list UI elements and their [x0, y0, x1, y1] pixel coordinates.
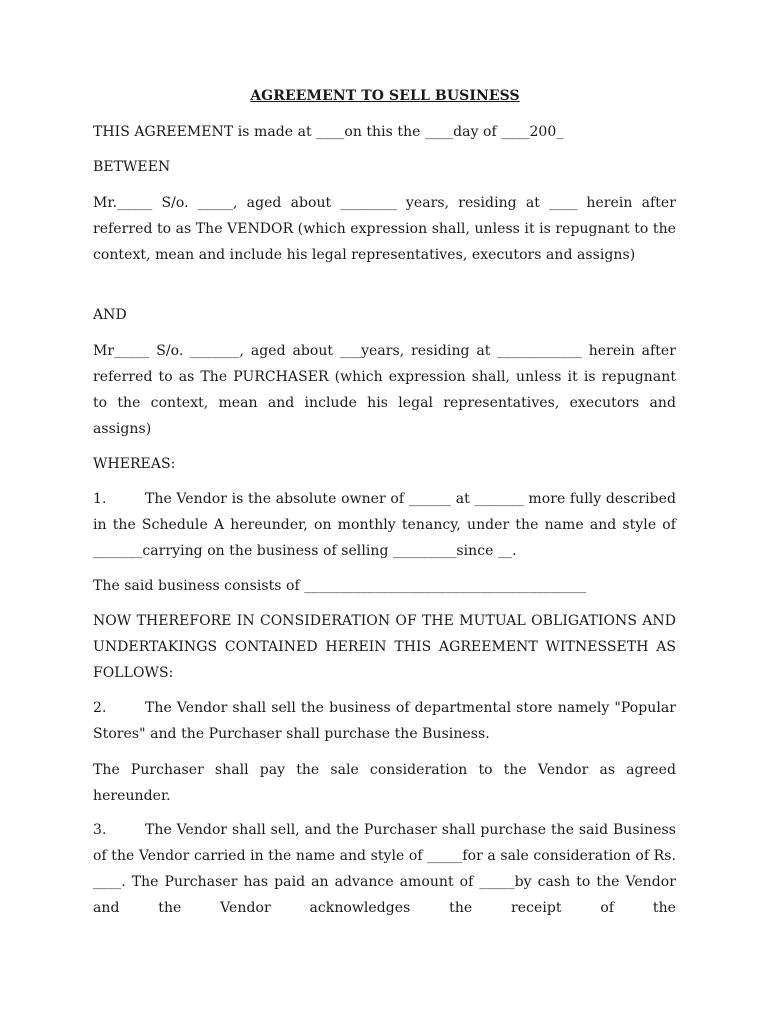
- purchaser-party-paragraph: Mr_____ S/o. _______, aged about ___years, residing at ____________ herein after referred to as The PURCHASER (which expression shall, unless it is repugnant to the context, mean and include his legal representatives, executors and assigns): [93, 343, 676, 437]
- clause-2-text: The Vendor shall sell the business of departmental store namely "Popular Stores" and the Purchaser shall purchase the Business.: [93, 700, 676, 742]
- between-heading: BETWEEN: [93, 159, 171, 175]
- clause-3-number: 3.: [93, 822, 107, 838]
- and-heading: AND: [93, 307, 127, 323]
- payment-paragraph: The Purchaser shall pay the sale consideration to the Vendor as agreed hereunder.: [93, 762, 676, 804]
- now-therefore-paragraph: NOW THEREFORE IN CONSIDERATION OF THE MUTUAL OBLIGATIONS AND UNDERTAKINGS CONTAINED HEREIN THIS AGREEMENT WITNESSETH AS FOLLOWS:: [93, 613, 676, 681]
- vendor-party-paragraph: Mr._____ S/o. _____, aged about ________ years, residing at ____ herein after referred to as The VENDOR (which expression shall, unless it is repugnant to the context, mean and include his legal representatives, executors and assigns): [93, 195, 676, 263]
- document-title: AGREEMENT TO SELL BUSINESS: [250, 88, 520, 104]
- clause-2-number: 2.: [93, 700, 107, 716]
- clause-3-text: The Vendor shall sell, and the Purchaser shall purchase the said Business of the Vendor carried in the name and style of _____for a sale consideration of Rs. ____. The Purchaser has paid an advance amount of _____by cash to the Vendor and the Vendor acknowledges the receipt of the: [93, 822, 676, 916]
- business-consists-paragraph: The said business consists of ________________________________________: [93, 578, 587, 594]
- clause-1-paragraph: [93, 486, 676, 564]
- clause-1-text: The Vendor is the absolute owner of ______ at _______ more fully described in the Schedule A hereunder, on monthly tenancy, under the name and style of _______carrying on the business of selling _________since __.: [93, 491, 676, 559]
- clause-1-number: 1.: [93, 491, 107, 507]
- whereas-heading: WHEREAS:: [93, 456, 176, 472]
- clause-3-paragraph: [93, 817, 676, 921]
- clause-2-paragraph: [93, 695, 676, 747]
- intro-paragraph: THIS AGREEMENT is made at ____on this the ____day of ____200_: [93, 124, 564, 140]
